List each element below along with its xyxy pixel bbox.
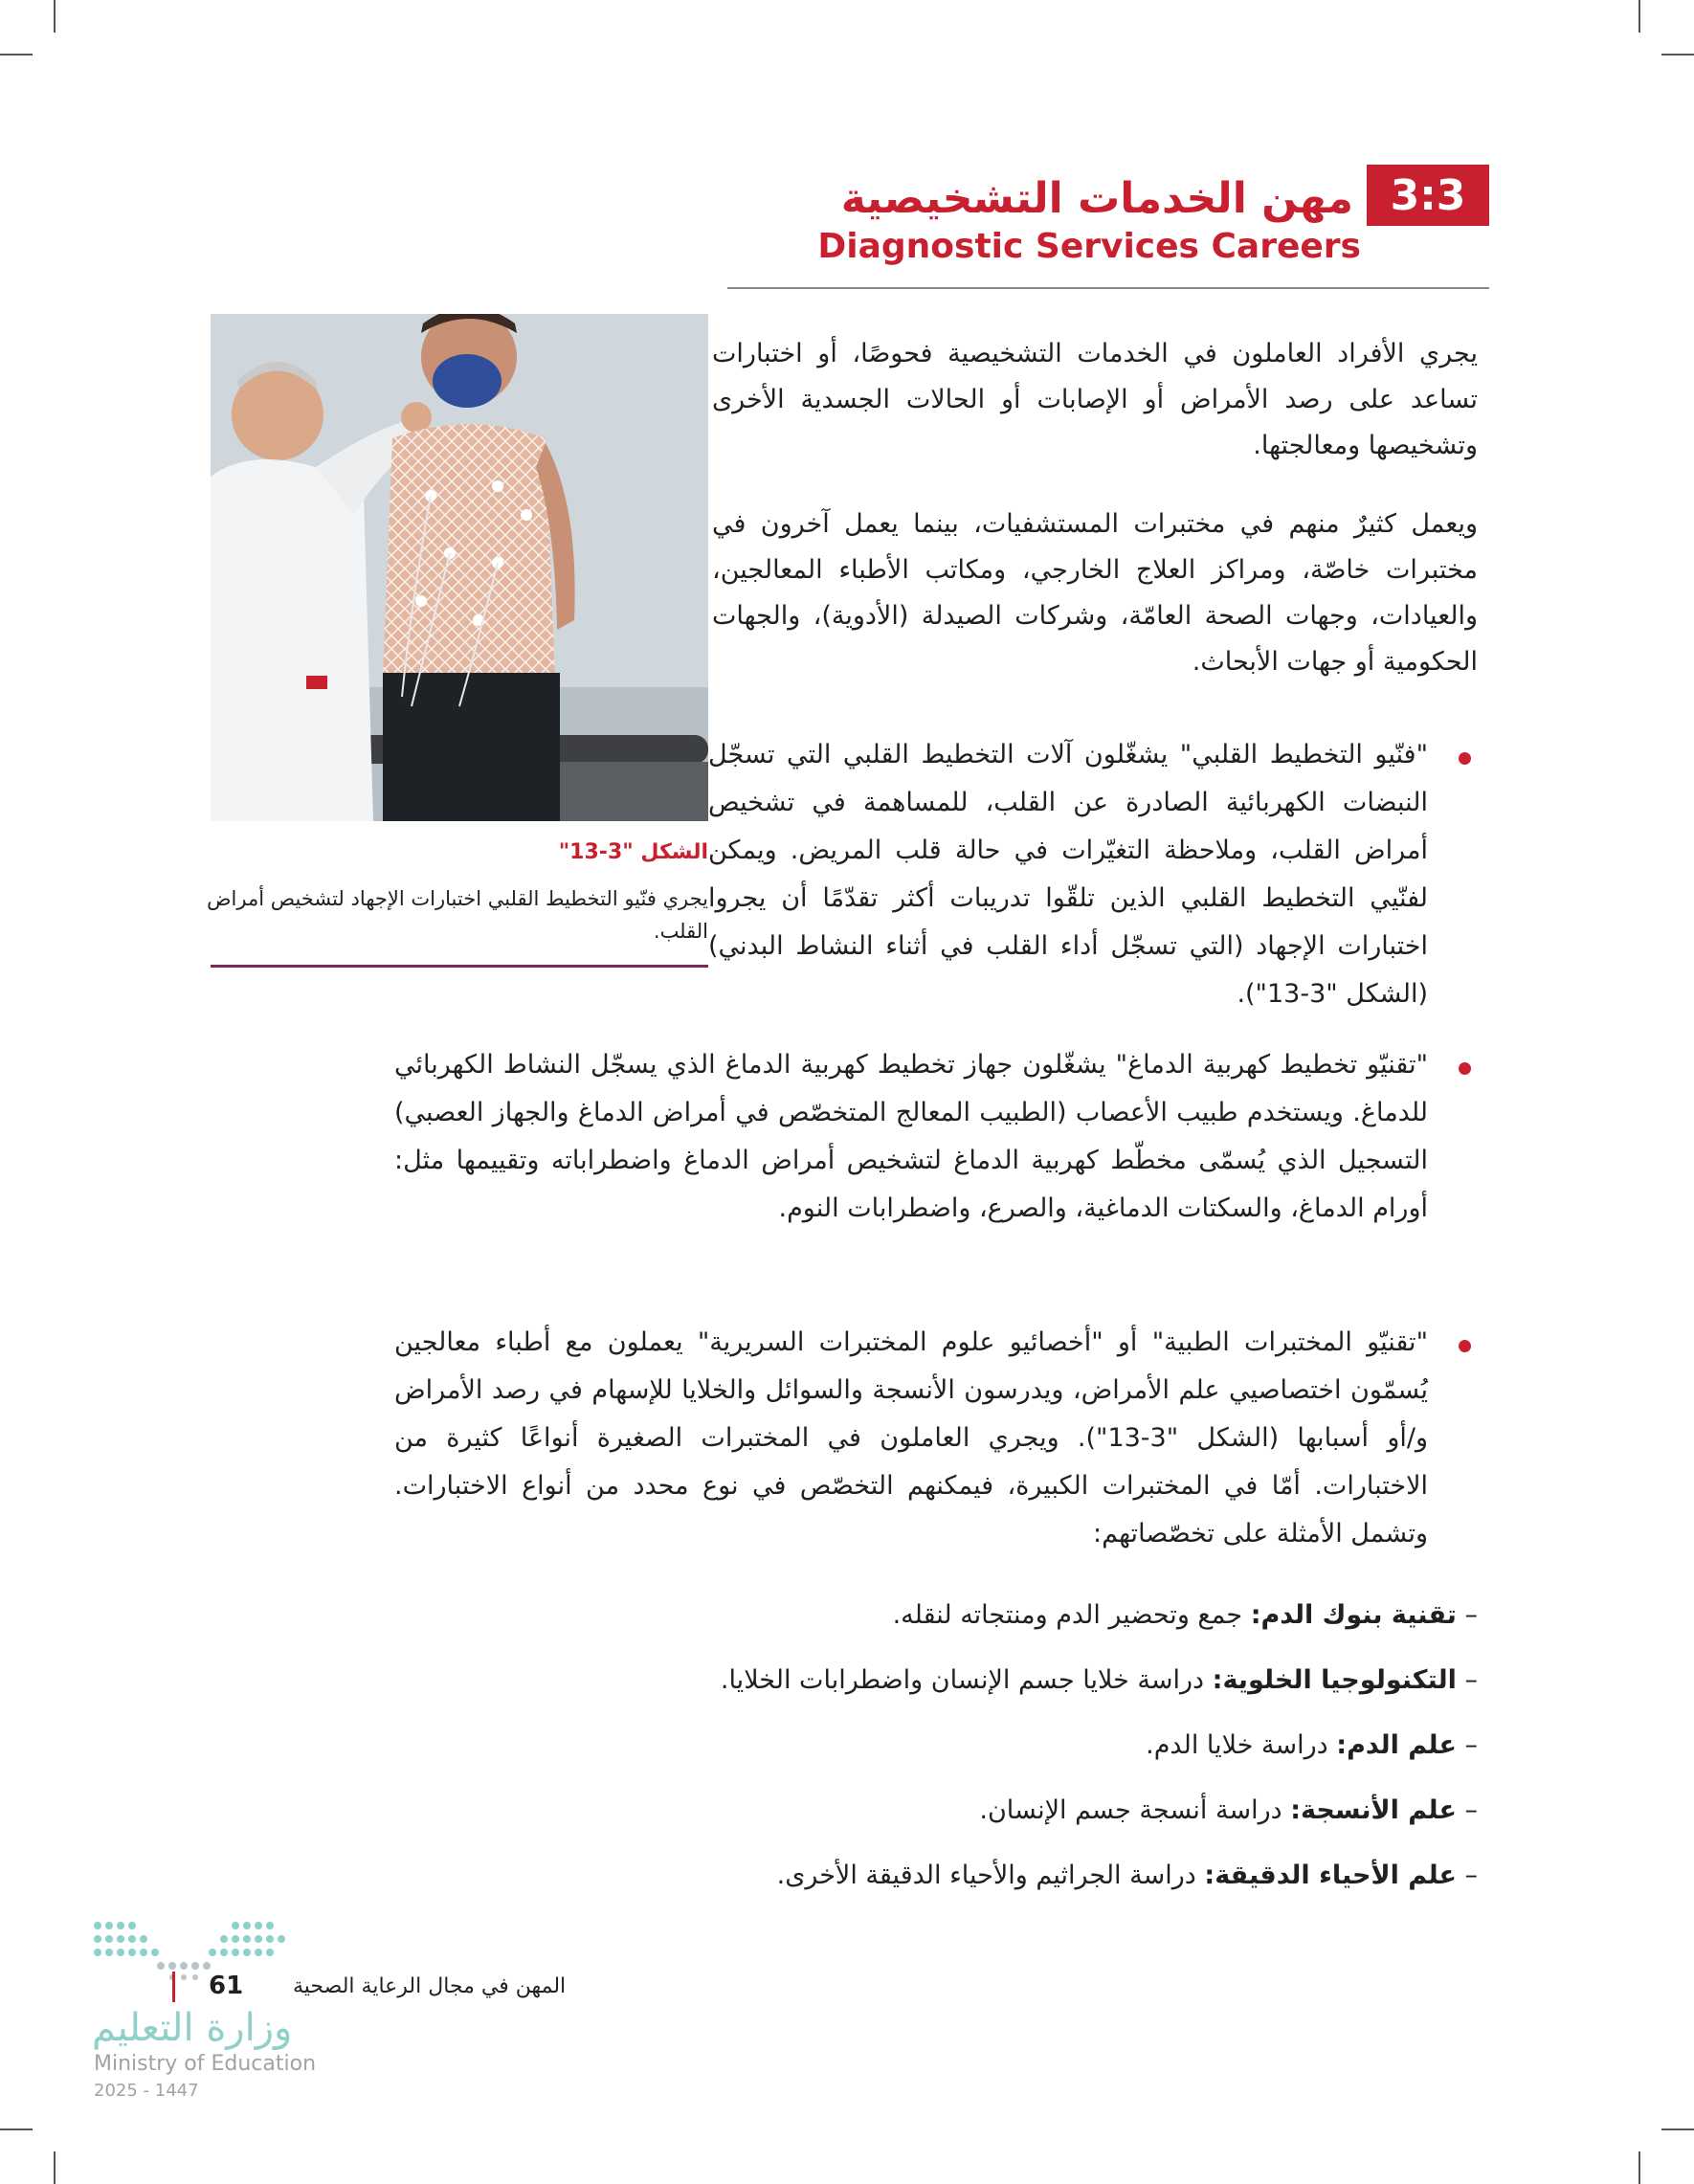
ministry-logo-dots bbox=[92, 1918, 302, 1985]
ministry-name-english: Ministry of Education bbox=[94, 2052, 317, 2076]
page-number: 61 bbox=[209, 1972, 244, 2000]
specialty-microbiology: – علم الأحياء الدقيقة: دراسة الجراثيم والأحياء الدقيقة الأخرى. bbox=[776, 1861, 1478, 1890]
section-title-english: Diagnostic Services Careers bbox=[817, 227, 1361, 266]
crop-mark bbox=[1638, 0, 1640, 33]
specialty-cytotechnology: – التكنولوجيا الخلوية: دراسة خلايا جسم الإنسان واضطرابات الخلايا. bbox=[720, 1665, 1478, 1695]
stress-test-illustration bbox=[211, 314, 708, 821]
section-title-arabic: مهن الخدمات التشخيصية bbox=[840, 174, 1353, 223]
bullet-marker bbox=[1459, 752, 1471, 765]
title-divider bbox=[727, 287, 1489, 289]
bullet-marker bbox=[1459, 1062, 1471, 1075]
caption-divider bbox=[211, 965, 708, 968]
crop-mark bbox=[54, 0, 56, 33]
figure-caption-text: يجري فنّيو التخطيط القلبي اختبارات الإجهاد لتشخيص أمراض القلب. bbox=[207, 887, 708, 943]
crop-mark bbox=[1661, 2128, 1694, 2130]
specialty-hematology: – علم الدم: دراسة خلايا الدم. bbox=[1146, 1730, 1478, 1760]
ministry-name-arabic: وزارة التعليم bbox=[92, 2006, 293, 2050]
workplaces-paragraph: ويعمل كثيرٌ منهم في مختبرات المستشفيات، بينما يعمل آخرون في مختبرات خاصّة، ومراكز العلاج الخارجي، ومكاتب الأطباء المعالجين، والعيادات، وجهات الصحة العامّة، وشركات الصيدلة (الأدوية)، والجهات الحكومية أو جهات الأبحاث. bbox=[712, 509, 1478, 677]
section-number-badge: 3:3 bbox=[1367, 165, 1489, 226]
crop-mark bbox=[1661, 54, 1694, 56]
edition-year: 2025 - 1447 bbox=[94, 2081, 199, 2101]
figure-caption-title: الشكل "3-13" bbox=[558, 840, 708, 864]
bullet-eeg-technicians: "تقنيّو تخطيط كهربية الدماغ" يشغّلون جهاز تخطيط كهربية الدماغ الذي يسجّل النشاط الكهربائي للدماغ. ويستخدم طبيب الأعصاب (الطبيب المعالج المتخصّص في أمراض الدماغ والجهاز العصبي) التسجيل الذي يُسمّى مخطّط كهربية الدماغ لتشخيص أمراض الدماغ واضطراباته وتقييمها مثل: أورام الدماغ، والسكتات الدماغية، والصرع، واضطرابات النوم. bbox=[394, 1050, 1428, 1223]
bullet-cardiographic-technicians: "فنّيو التخطيط القلبي" يشغّلون آلات التخطيط القلبي التي تسجّل النبضات الكهربائية الصادرة عن القلب، للمساهمة في تشخيص أمراض القلب، وملاحظة التغيّرات في حالة قلب المريض. ويمكن لفنّيي التخطيط القلبي الذين تلقّوا تدريبات أكثر تقدّمًا أن يجروا اختبارات الإجهاد (التي تسجّل أداء القلب في أثناء النشاط البدني) (الشكل "3-13"). bbox=[708, 740, 1428, 1009]
crop-mark bbox=[54, 2151, 56, 2184]
stress-test-photo bbox=[211, 314, 708, 821]
footer-separator bbox=[172, 1972, 175, 2002]
book-title: المهن في مجال الرعاية الصحية bbox=[293, 1974, 567, 1998]
intro-paragraph: يجري الأفراد العاملون في الخدمات التشخيصية فحوصًا، أو اختبارات تساعد على رصد الأمراض أو الإصابات أو الحالات الجسدية الأخرى وتشخيصها ومعالجتها. bbox=[712, 339, 1478, 460]
crop-mark bbox=[0, 2128, 33, 2130]
crop-mark bbox=[0, 54, 33, 56]
specialty-histology: – علم الأنسجة: دراسة أنسجة جسم الإنسان. bbox=[979, 1795, 1478, 1825]
specialty-blood-bank: – تقنية بنوك الدم: جمع وتحضير الدم ومنتجاته لنقله. bbox=[892, 1600, 1478, 1630]
bullet-marker bbox=[1459, 1340, 1471, 1352]
bullet-medical-lab-technicians: "تقنيّو المختبرات الطبية" أو "أخصائيو علوم المختبرات السريرية" يعملون مع أطباء معالجين يُسمّون اختصاصيي علم الأمراض، ويدرسون الأنسجة والسوائل والخلايا للإسهام في رصد الأمراض و/أو أسبابها (الشكل "3-13"). ويجري العاملون في المختبرات الصغيرة أنواعًا كثيرة من الاختبارات. أمّا في المختبرات الكبيرة، فيمكنهم التخصّص في نوع محدد من أنواع الاختبارات. وتشمل الأمثلة على تخصّصاتهم: bbox=[394, 1327, 1428, 1549]
crop-mark bbox=[1638, 2151, 1640, 2184]
